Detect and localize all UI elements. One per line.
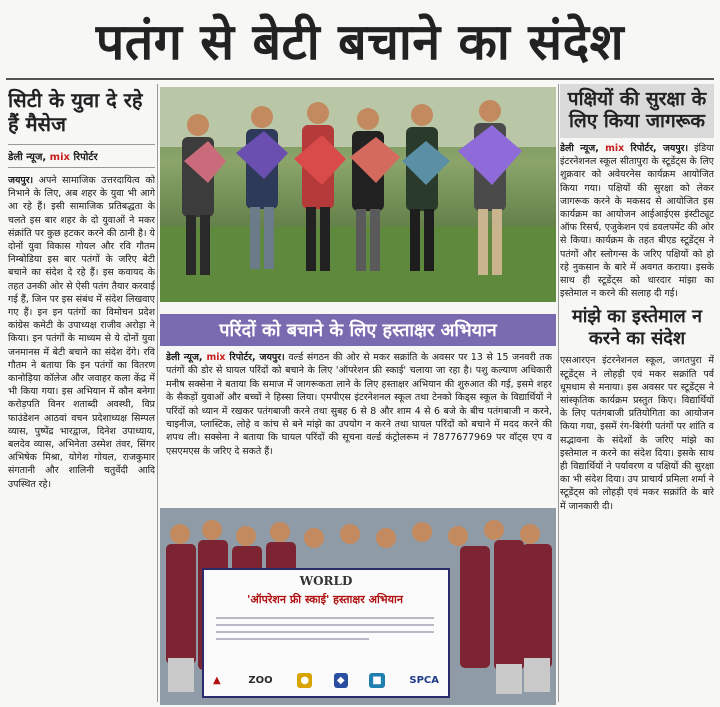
left-story	[8, 84, 155, 702]
signboard-org: WORLD	[299, 574, 353, 588]
left-story-byline	[8, 144, 155, 168]
kite-release-illustration	[160, 87, 556, 302]
byline-prefix: डेली न्यूज,	[8, 152, 50, 163]
right-byline-suffix: रिपोर्टर,	[624, 143, 663, 154]
logo-mark-icon: ▲	[213, 675, 221, 686]
right-story-text: इंडिया इंटरनेशनल स्कूल सीतापुरा के स्टूडेंट्स के लिए शुक्रवार को अवेयरनेस कार्यक्रम आयोजित किया गया। पक्षियों की सुरक्षा को लेकर जागरूक करने के मकसद से आयोजित इस कार्यक्रम का आयोजन आईआईएस इंस्टीट्यूट ऑफ रिसर्च, एजुकेशन एवं डवलपमेंट की ओर से किया। कार्यक्रम के तहत बीएड स्टूडेंट्स ने पतंगों और स्लोगन्स के जरिए पक्षियों को हो रहे नुकसान के बारे में अवगत कराया। इसके साथ ही स्टूडेंट्स को धारदार मांझा का इस्तेमाल न करने की सलाह दी गई।	[560, 143, 714, 300]
right-story-body	[560, 142, 714, 300]
headline-rule	[6, 78, 714, 80]
mid-story-heading: परिंदों को बचाने के लिए हस्ताक्षर अभियान	[160, 314, 556, 346]
logo-rect-icon: ■	[369, 673, 384, 688]
left-story-dateline: जयपुर।	[8, 175, 34, 186]
column-divider-right	[558, 84, 559, 702]
mid-story-body	[166, 351, 552, 503]
mid-byline-suffix: रिपोर्टर, जयपुर।	[225, 352, 285, 363]
kite-release-photo	[160, 87, 556, 302]
right-byline-brand: mix	[605, 143, 625, 154]
left-story-text: अपने सामाजिक उत्तरदायित्व को निभाने के लिए, अब शहर के युवा भी आगे आ रहे हैं। इसी सामाजिक प्रतिबद्धता के चलते इस बार शहर के दो युवाओं ने मकर संक्रांति पर कुछ हटकर करने की ठानी है। ये दोनों युवा विकास गोयल और रवि गौतम निम्बोडिया इस बार पतंगों के जरिए बेटी बचाने का संदेश दे रहे हैं। इस कवायद के तहत उनकी ओर से ऐसी पतंग तैयार करवाई गई हैं, जिन पर इस संबंध में संदेश लिखवाए गए हैं। इन इन पतंगों का विमोचन प्रदेश कांग्रेस कमेटी के उपाध्यक्ष राजीव अरोड़ा ने किया। इन पतंगों के माध्यम से ये दोनों युवा जनमानस में बेटी बचाने का संदेश देंगे। रवि गौतम ने बताया कि इन पतंगों का वितरण कानोड़िया कॉलेज और जवाहर कला केंद्र में भी किया गया। इस अभियान में कौन बनेगा करोड़पति विनर शताब्दी अवस्थी, विप्र फाउंडेशन आठवां वचन प्रदेशाध्यक्ष सिम्पल व्यास, पुष्पेंद्र भारद्वाज, दिनेश उपाध्याय, बलदेव व्यास, अभिनेता उस्मेश तंवर, सिंगर अभिषेक मिश्रा, योगेश गोयल, राजकुमार संगतानी और शालिनी चतुर्वेदी आदि उपस्थित रहे।	[8, 175, 155, 490]
right-story-subheading: मांझे का इस्तेमाल न करने का संदेश	[571, 306, 703, 350]
right-story	[560, 84, 714, 702]
mid-story-byline	[166, 352, 285, 363]
logo-oval-icon: ◆	[334, 673, 348, 688]
signboard-logos	[210, 673, 442, 688]
right-story-dateline: जयपुर।	[662, 143, 689, 154]
mid-story-text: वर्ल्ड संगठन की ओर से मकर सक्रांति के अवसर पर 13 से 15 जनवरी तक पतंगों की डोर से घायल परिंदों को बचाने के लिए 'ऑपरेशन फ्री स्काई' चलाया जा रहा है। पशु कल्याण अधिकारी मनीष सक्सेना ने बताया कि समाज में जागरूकता लाने के लिए हस्ताक्षर अभियान की शुरुआत की गई, इसमे शहर के सैकड़ों युवाओं और बच्चों ने हिस्सा लिया। एमपीएस इंटरनेशनल स्कूल तथा टेनको किड्स स्कूल के विद्यार्थियों ने परिंदों को ध्यान में रखकर पतंगबाजी करने तथा सुबह 6 से 8 और शाम 4 से 6 बजे के बीच पतंगबाजी न करने, चाइनीज, प्लास्टिक, लोहे व कांच से बने मांझे का उपयोग न करने तथा घायल परिंदों को बचाने में मदद करने की शपथ ली। सक्सेना ने बताया कि घायल परिंदों की सूचना वर्ल्ड कंट्रोलरूम नं 7877677969 पर वॉट्स एप व एसएमएस के जरिए दे सकते हैं।	[166, 352, 552, 457]
byline-brand: mix	[49, 152, 70, 163]
right-story-byline	[560, 143, 688, 154]
right-story-body2: एसआरएन इंटरनेशनल स्कूल, जगतपुरा में स्टूडेंट्स ने लोहड़ी एवं मकर सक्रांति पर्व धूमधाम से मनाया। इस अवसर पर स्टूडेंट्स ने सांस्कृतिक कार्यक्रम प्रस्तुत किए। विद्यार्थियों के लिए पतंगबाजी प्रतियोगिता का आयोजन किया गया, इसमें रंग-बिरंगी पतंगों पर शांति व सद्भावना के संदेशों के जरिए मांझे का इस्तेमाल न करने का संदेश दिया। इसके साथ ही विद्यार्थियों ने पर्यावरण व पक्षियों की सुरक्षा का भी संदेश दिया। उप प्राचार्य प्रमिला शर्मा ने स्टूडेंट्स को लोहड़ी एवं मकर सक्रांति के बारे में जानकारी दी।	[560, 355, 714, 512]
logo-badge-icon: ●	[297, 673, 312, 688]
logo-spca: SPCA	[409, 675, 439, 686]
left-story-body	[8, 174, 155, 491]
signboard-title: 'ऑपरेशन फ्री स्काई' हस्ताक्षर अभियान	[247, 593, 403, 606]
signboard-text-lines	[216, 612, 434, 645]
right-byline-prefix: डेली न्यूज,	[560, 143, 606, 154]
page-headline: पतंग से बेटी बचाने का संदेश	[95, 12, 625, 71]
byline-suffix: रिपोर्टर	[69, 152, 98, 163]
left-story-heading: सिटी के युवा दे रहे हैं मैसेज	[8, 88, 143, 136]
right-story-heading: पक्षियों की सुरक्षा के लिए किया जागरूक	[560, 84, 714, 138]
mid-byline-brand: mix	[206, 352, 226, 363]
campaign-signboard	[202, 568, 450, 698]
signature-campaign-photo	[160, 508, 556, 705]
column-divider-left	[157, 84, 158, 702]
mid-byline-prefix: डेली न्यूज,	[166, 352, 207, 363]
logo-zoo: ZOO	[248, 675, 273, 686]
